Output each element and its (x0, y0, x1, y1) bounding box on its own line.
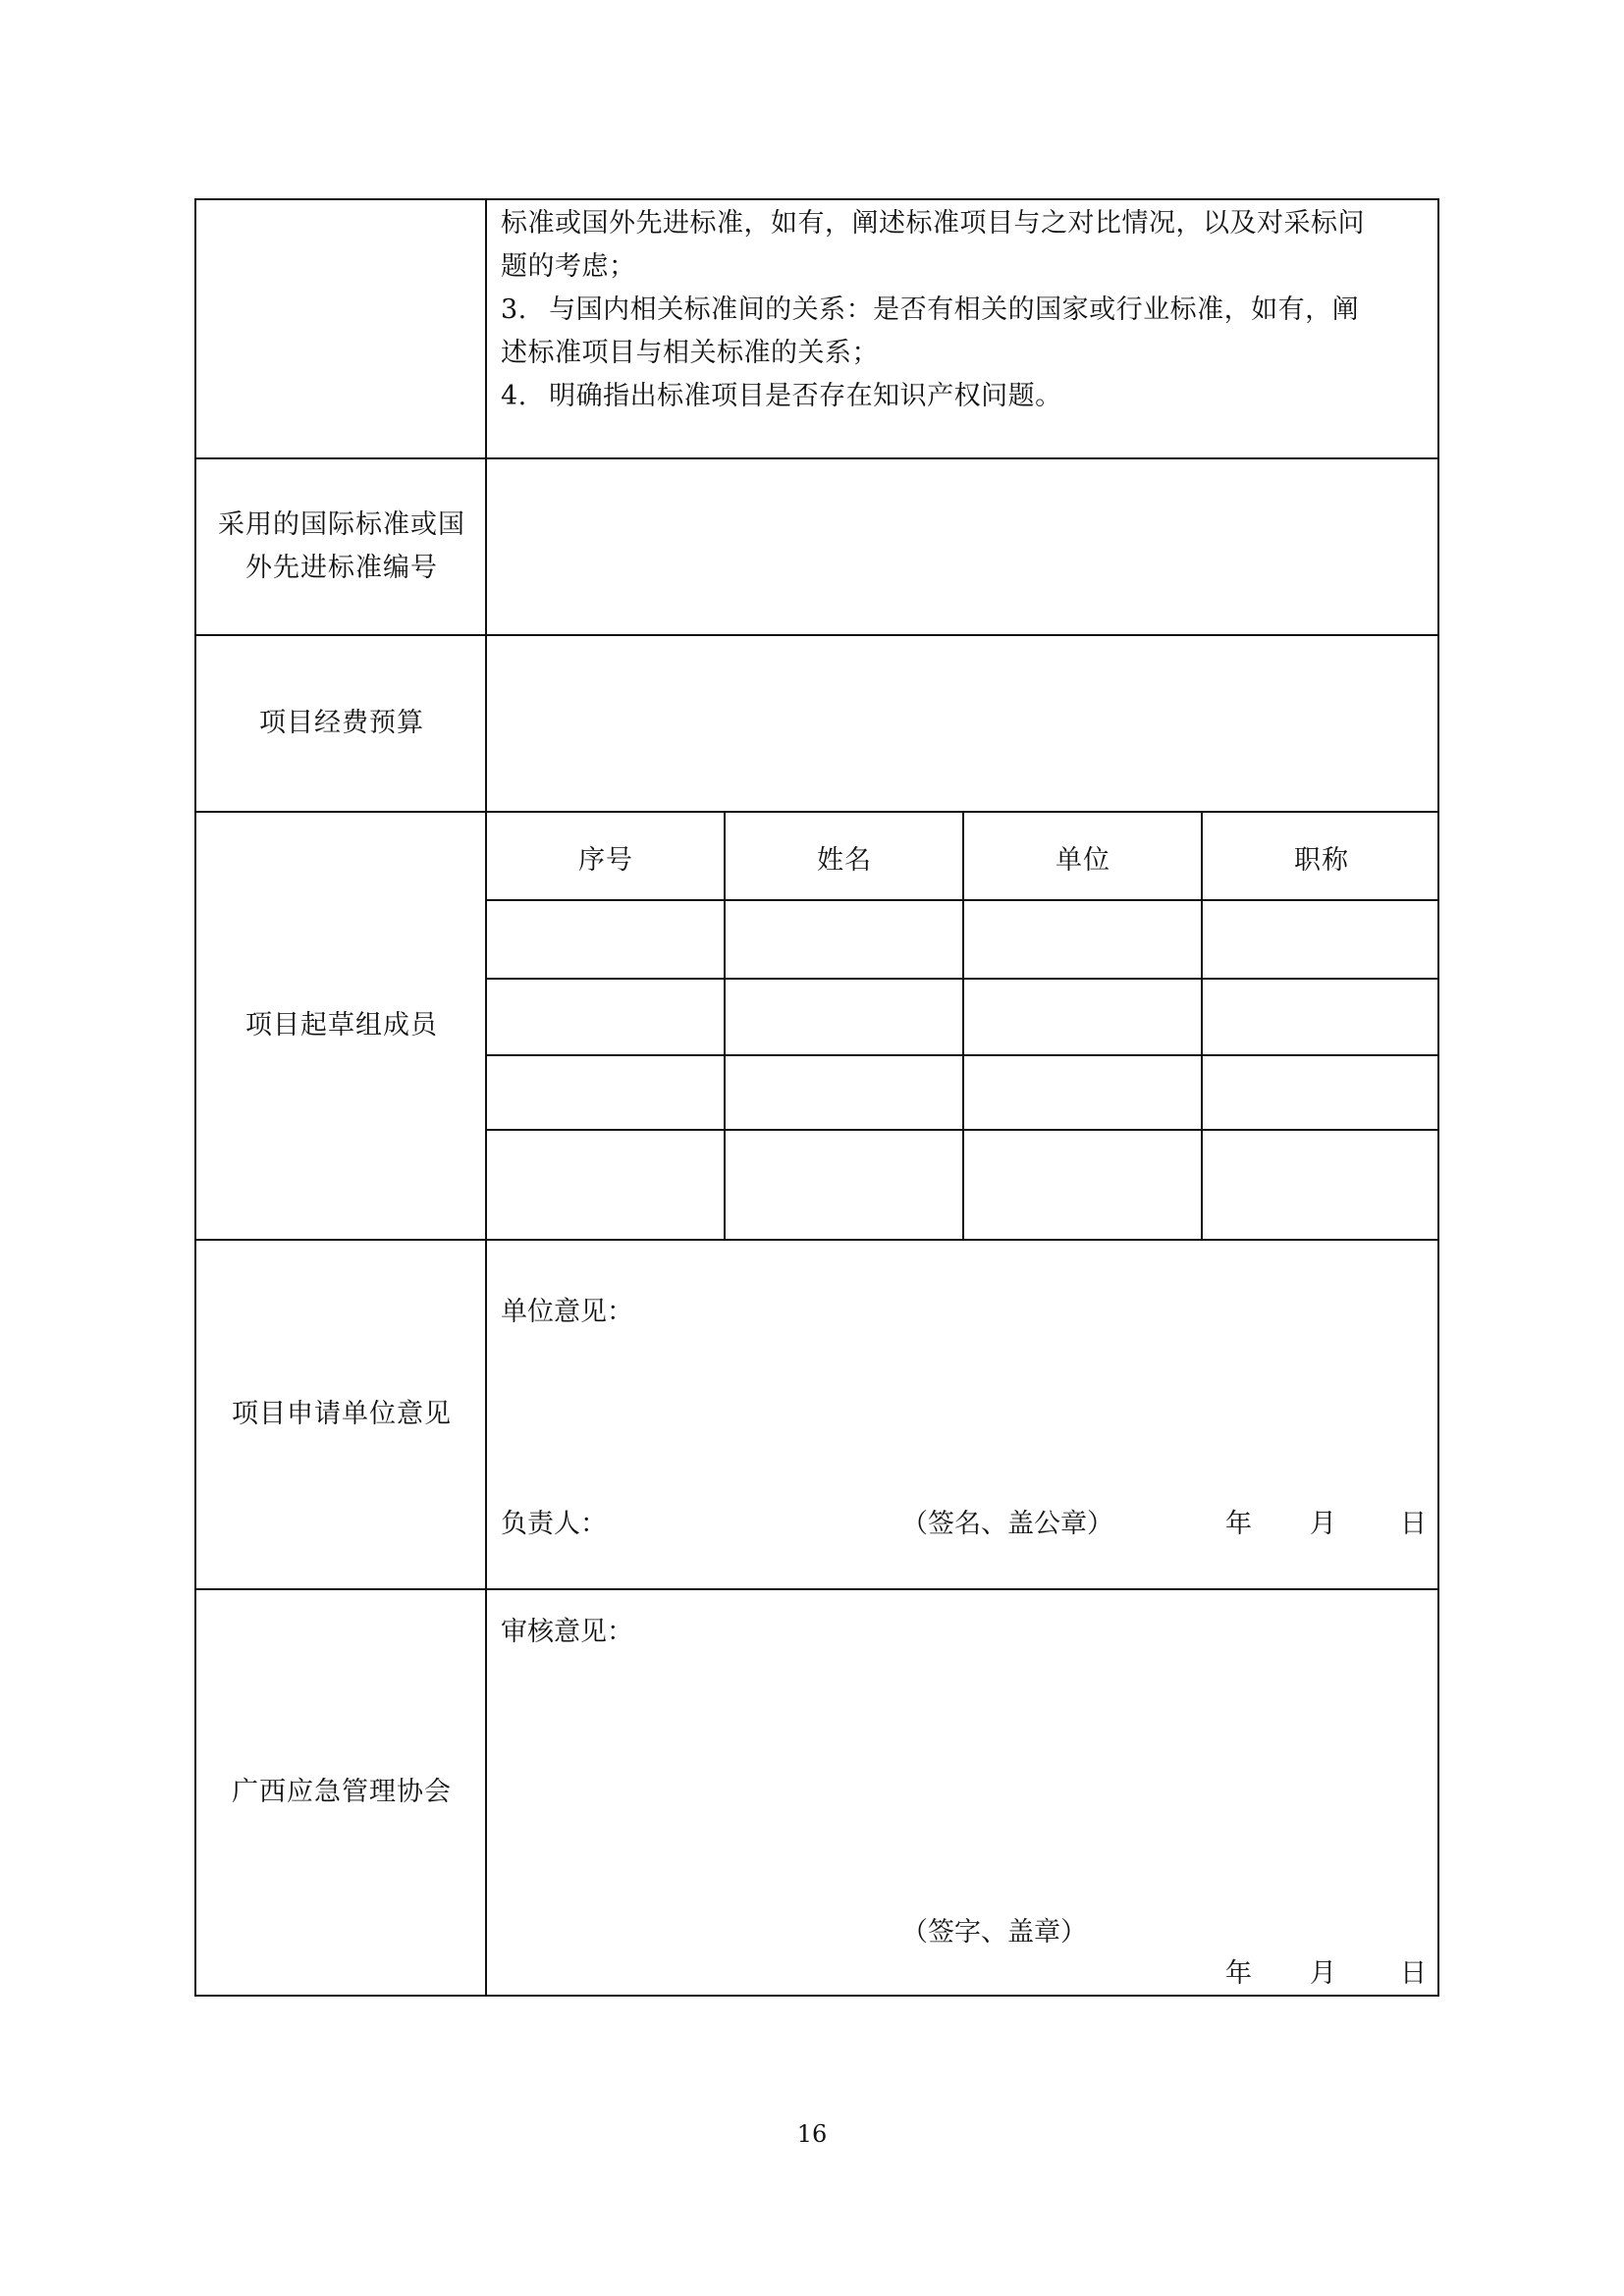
review-opinion-label: 审核意见： (501, 1617, 633, 1647)
application-form-table (194, 198, 1439, 1997)
intl-standard-label: 采用的国际标准或国 外先进标准编号 (218, 509, 465, 583)
members-label: 项目起草组成员 (245, 1010, 438, 1041)
month-label: 月 (1310, 1509, 1336, 1539)
day-label: 日 (1400, 1509, 1427, 1539)
page-number: 16 (796, 2120, 828, 2148)
item-text: 与国内相关标准间的关系：是否有相关的国家或行业标准，如有，阐 (549, 294, 1360, 325)
notes-item-4 (501, 375, 1432, 418)
notes-line: 题的考虑； (501, 251, 636, 282)
signature-stamp-note: （签字、盖章） (901, 1917, 1087, 1948)
item-text: 明确指出标准项目是否存在知识产权问题。 (549, 381, 1062, 411)
association-label: 广西应急管理协会 (232, 1777, 452, 1807)
responsible-person-label: 负责人： (501, 1509, 607, 1539)
header-title: 职称 (1294, 844, 1349, 876)
unit-opinion-label: 单位意见： (501, 1297, 633, 1327)
applicant-opinion-label: 项目申请单位意见 (232, 1399, 452, 1429)
year-label: 年 (1225, 1509, 1252, 1539)
notes-item-3 (501, 289, 1432, 332)
signature-seal-note: （签名、盖公章） (901, 1509, 1113, 1539)
standard-relation-notes (501, 202, 1432, 418)
item-number: 3. (501, 294, 527, 325)
budget-label: 项目经费预算 (259, 708, 424, 738)
header-name: 姓名 (817, 844, 872, 876)
notes-line: 标准或国外先进标准，如有，阐述标准项目与之对比情况，以及对采标问 (501, 208, 1365, 239)
item-number: 4. (501, 381, 527, 411)
year-label: 年 (1225, 1958, 1252, 1989)
month-label: 月 (1310, 1958, 1336, 1989)
day-label: 日 (1400, 1958, 1427, 1989)
notes-line: 述标准项目与相关标准的关系； (501, 338, 879, 368)
header-organization: 单位 (1056, 844, 1110, 876)
header-serial-number: 序号 (578, 844, 633, 876)
